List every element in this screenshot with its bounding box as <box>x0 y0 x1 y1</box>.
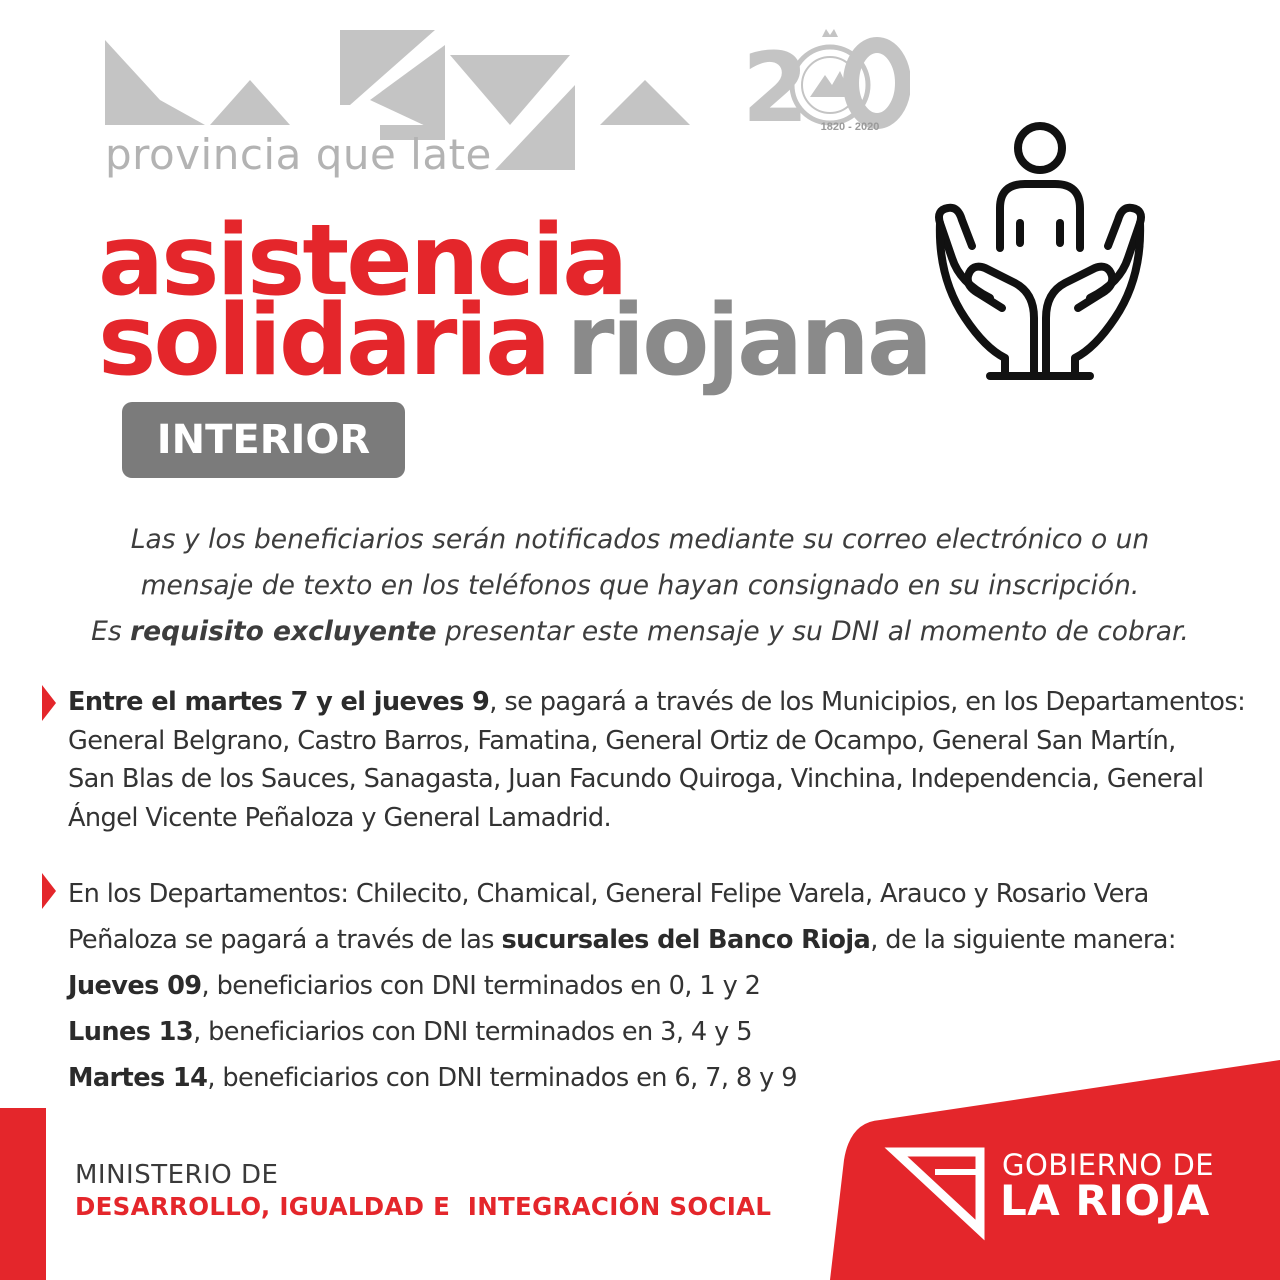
brand-tagline: provincia que late <box>105 130 492 179</box>
municipios-payment-block <box>68 683 1245 837</box>
schedule-text: , beneficiarios con DNI terminados en 3, 4 y 5 <box>193 1017 752 1047</box>
ministry-name: DESARROLLO, IGUALDAD E INTEGRACIÓN SOCIAL <box>75 1192 772 1221</box>
gobierno-de-label: GOBIERNO DE <box>1002 1148 1215 1182</box>
intro-requisito: requisito excluyente <box>130 616 437 647</box>
ministry-label: MINISTERIO DE <box>75 1160 279 1190</box>
schedule-day: Martes 14 <box>68 1063 208 1093</box>
block2-line-2-post: , de la siguiente manera: <box>870 925 1176 955</box>
hands-holding-person-icon <box>930 118 1150 388</box>
la-rioja-label: LA RIOJA <box>1000 1176 1210 1225</box>
schedule-text: , beneficiarios con DNI terminados en 0, 1 y 2 <box>201 971 761 1001</box>
block1-line-1 <box>68 683 1245 722</box>
triangle-bullet-icon <box>42 685 56 721</box>
intro-line-3-post: presentar este mensaje y su DNI al momento de cobrar. <box>436 616 1189 647</box>
block1-line-4: Ángel Vicente Peñaloza y General Lamadrid. <box>68 802 612 833</box>
block1-line-2: General Belgrano, Castro Barros, Famatina, General Ortiz de Ocampo, General San Martín, <box>68 725 1176 756</box>
block2-banco-rioja: sucursales del Banco Rioja <box>501 925 871 955</box>
region-badge-interior: INTERIOR <box>122 402 405 478</box>
schedule-row-jueves <box>68 963 1176 1009</box>
intro-line-2: mensaje de texto en los teléfonos que hayan consignado en su inscripción. <box>140 570 1140 601</box>
intro-line-3 <box>90 609 1190 655</box>
triangle-bullet-icon <box>42 873 56 909</box>
intro-line-1: Las y los beneficiarios serán notificados mediante su correo electrónico o un <box>130 524 1150 555</box>
block1-line-3: San Blas de los Sauces, Sanagasta, Juan Facundo Quiroga, Vinchina, Independencia, General <box>68 764 1204 794</box>
block2-line-1: En los Departamentos: Chilecito, Chamical, General Felipe Varela, Arauco y Rosario Vera <box>68 879 1149 909</box>
title-asistencia: asistencia <box>98 204 626 318</box>
schedule-text: , beneficiarios con DNI terminados en 6, 7, 8 y 9 <box>207 1063 797 1093</box>
intro-paragraph <box>90 517 1190 655</box>
anniversary-years: 1820 - 2020 <box>820 121 880 133</box>
intro-line-3-pre: Es <box>91 616 131 647</box>
title-line-2 <box>98 284 931 398</box>
block1-line-1-rest: , se pagará a través de los Municipios, en los Departamentos: <box>489 687 1246 717</box>
title-riojana: riojana <box>566 284 931 398</box>
block1-date-range: Entre el martes 7 y el jueves 9 <box>68 687 490 717</box>
block2-line-2-pre: Peñaloza se pagará a través de las <box>68 925 502 955</box>
schedule-row-lunes <box>68 1009 1176 1055</box>
block2-line-2 <box>68 917 1176 963</box>
svg-text:2: 2 <box>742 32 809 140</box>
schedule-day: Jueves 09 <box>68 971 202 1001</box>
schedule-day: Lunes 13 <box>68 1017 194 1047</box>
title-solidaria: solidaria <box>98 284 549 398</box>
footer-red-strip <box>0 1108 46 1280</box>
